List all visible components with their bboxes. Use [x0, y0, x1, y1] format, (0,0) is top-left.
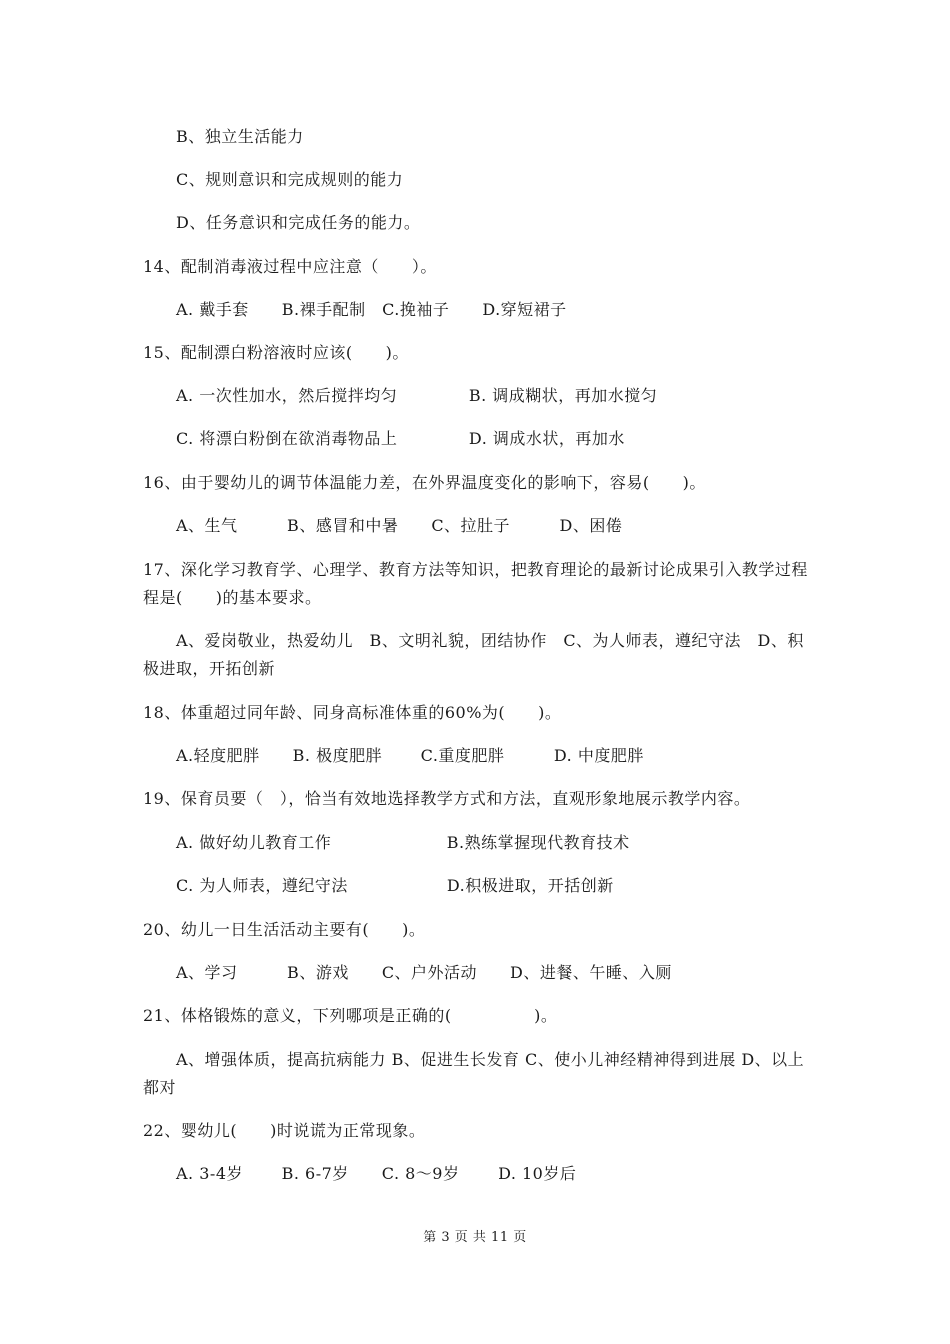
- q15-options-ab: A. 一次性加水，然后搅拌均匀 B. 调成糊状，再加水搅匀: [176, 386, 658, 405]
- q16-options: A、生气 B、感冒和中暑 C、拉肚子 D、困倦: [176, 516, 623, 535]
- q20-options: A、学习 B、游戏 C、户外活动 D、进餐、午睡、入厕: [176, 963, 672, 982]
- question-17-cont: 程是( )的基本要求。: [143, 588, 322, 607]
- q21-options-cont: 都对: [143, 1078, 177, 1097]
- question-18: 18、体重超过同年龄、同身高标准体重的60%为( )。: [143, 703, 562, 722]
- question-17: 17、深化学习教育学、心理学、教育方法等知识，把教育理论的最新讨论成果引入教学过程: [143, 560, 808, 579]
- q14-options: A. 戴手套 B.裸手配制 C.挽袖子 D.穿短裙子: [176, 300, 567, 319]
- q19-options-ab: A. 做好幼儿教育工作 B.熟练掌握现代教育技术: [176, 833, 630, 852]
- question-14: 14、配制消毒液过程中应注意（ ）。: [143, 257, 437, 276]
- q18-options: A.轻度肥胖 B. 极度肥胖 C.重度肥胖 D. 中度肥胖: [176, 746, 644, 765]
- page-footer: 第 3 页 共 11 页: [423, 1230, 527, 1245]
- q17-options: A、爱岗敬业，热爱幼儿 B、文明礼貌，团结协作 C、为人师表，遵纪守法 D、积: [176, 631, 804, 650]
- q13-option-d: D、任务意识和完成任务的能力。: [176, 213, 421, 232]
- question-16: 16、由于婴幼儿的调节体温能力差，在外界温度变化的影响下，容易( )。: [143, 473, 706, 492]
- question-15: 15、配制漂白粉溶液时应该( )。: [143, 343, 409, 362]
- question-19: 19、保育员要（ ），恰当有效地选择教学方式和方法，直观形象地展示教学内容。: [143, 789, 751, 808]
- question-20: 20、幼儿一日生活活动主要有( )。: [143, 920, 426, 939]
- question-21: 21、体格锻炼的意义，下列哪项是正确的( )。: [143, 1006, 558, 1025]
- q13-option-b: B、独立生活能力: [176, 127, 304, 146]
- q22-options: A. 3-4岁 B. 6-7岁 C. 8～9岁 D. 10岁后: [176, 1164, 577, 1183]
- q19-options-cd: C. 为人师表，遵纪守法 D.积极进取，开括创新: [176, 876, 614, 895]
- question-22: 22、婴幼儿( )时说谎为正常现象。: [143, 1121, 426, 1140]
- q13-option-c: C、规则意识和完成规则的能力: [176, 170, 404, 189]
- q21-options: A、增强体质，提高抗病能力 B、促进生长发育 C、使小儿神经精神得到进展 D、以上: [176, 1050, 805, 1069]
- q17-options-cont: 极进取，开拓创新: [143, 659, 276, 678]
- q15-options-cd: C. 将漂白粉倒在欲消毒物品上 D. 调成水状，再加水: [176, 429, 625, 448]
